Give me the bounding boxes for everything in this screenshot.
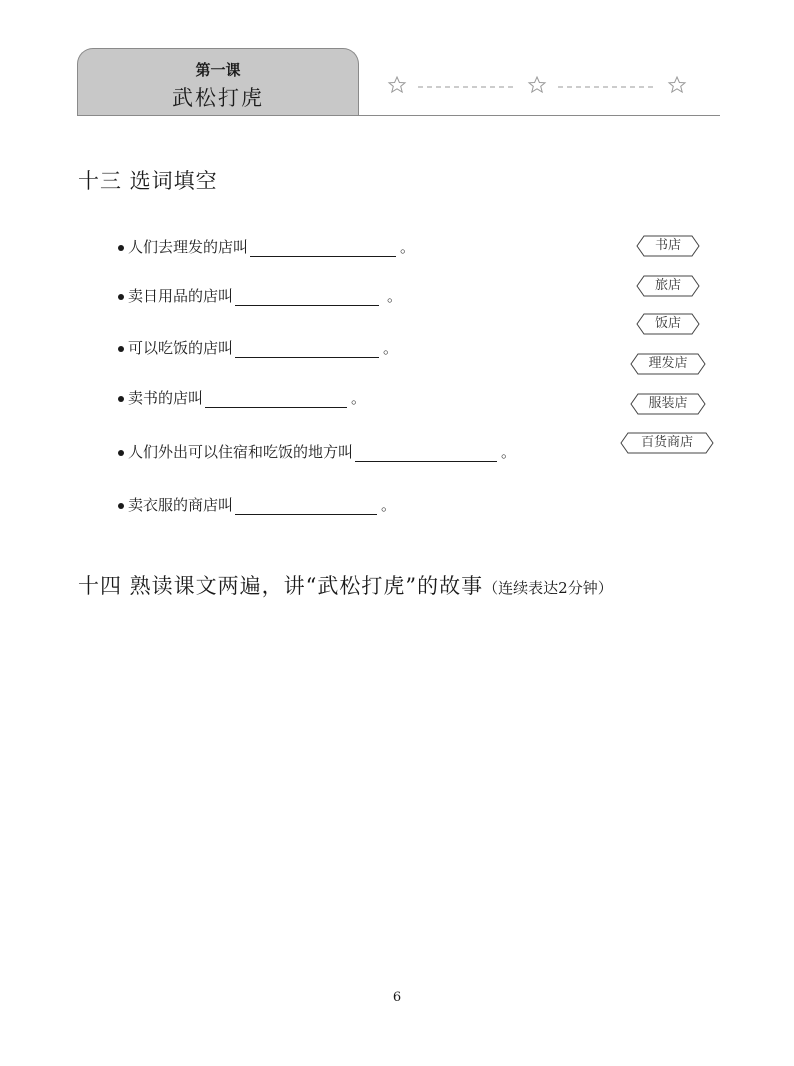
word-option-label: 旅店 <box>654 278 681 293</box>
lesson-title: 武松打虎 <box>172 86 264 110</box>
bullet <box>118 245 124 251</box>
word-option-department-store[interactable] <box>620 432 714 454</box>
question-5 <box>118 441 516 462</box>
lesson-tab <box>77 48 359 116</box>
section-14-text: 十四 熟读课文两遍，讲“武松打虎”的故事 <box>78 574 484 598</box>
bullet <box>118 503 124 509</box>
page-number: 6 <box>392 990 402 1005</box>
question-end: 。 <box>400 238 416 256</box>
word-option-inn[interactable] <box>636 275 700 297</box>
question-end: 。 <box>351 389 367 407</box>
word-option-label: 书店 <box>654 238 681 253</box>
question-text: 卖日用品的店叫 <box>128 287 234 305</box>
word-option-bookstore[interactable] <box>636 235 700 257</box>
bullet <box>118 346 124 352</box>
question-1 <box>118 236 415 257</box>
question-4 <box>118 387 366 408</box>
question-end: 。 <box>381 496 397 514</box>
word-option-label: 服装店 <box>648 396 688 411</box>
question-end: 。 <box>383 339 399 357</box>
bullet <box>118 294 124 300</box>
word-option-restaurant[interactable] <box>636 313 700 335</box>
header-rule <box>77 115 720 116</box>
answer-blank[interactable] <box>235 287 379 306</box>
question-end: 。 <box>501 443 517 461</box>
answer-blank[interactable] <box>235 496 377 515</box>
bullet <box>118 450 124 456</box>
word-option-label: 理发店 <box>648 356 688 371</box>
question-text: 卖书的店叫 <box>128 389 204 407</box>
section-14-note: （连续表达2分钟） <box>483 579 613 597</box>
word-option-barbershop[interactable] <box>630 353 706 375</box>
answer-blank[interactable] <box>235 339 379 358</box>
question-text: 人们外出可以住宿和吃饭的地方叫 <box>128 443 354 461</box>
star-icon <box>529 77 545 92</box>
question-text: 可以吃饭的店叫 <box>128 339 234 357</box>
answer-blank[interactable] <box>250 238 396 257</box>
question-2 <box>118 285 402 306</box>
section-13-title: 十三 选词填空 <box>78 169 218 193</box>
star-icon <box>669 77 685 92</box>
bullet <box>118 396 124 402</box>
question-6 <box>118 494 396 515</box>
star-icon <box>389 77 405 92</box>
star-decoration <box>387 70 697 100</box>
question-3 <box>118 337 398 358</box>
question-text: 人们去理发的店叫 <box>128 238 249 256</box>
question-end: 。 <box>387 287 403 305</box>
answer-blank[interactable] <box>205 389 347 408</box>
section-14-title <box>78 570 613 600</box>
word-option-label: 百货商店 <box>640 435 693 450</box>
question-text: 卖衣服的商店叫 <box>128 496 234 514</box>
lesson-number: 第一课 <box>195 61 241 79</box>
answer-blank[interactable] <box>355 443 497 462</box>
word-option-label: 饭店 <box>654 316 681 331</box>
word-option-clothing-store[interactable] <box>630 393 706 415</box>
